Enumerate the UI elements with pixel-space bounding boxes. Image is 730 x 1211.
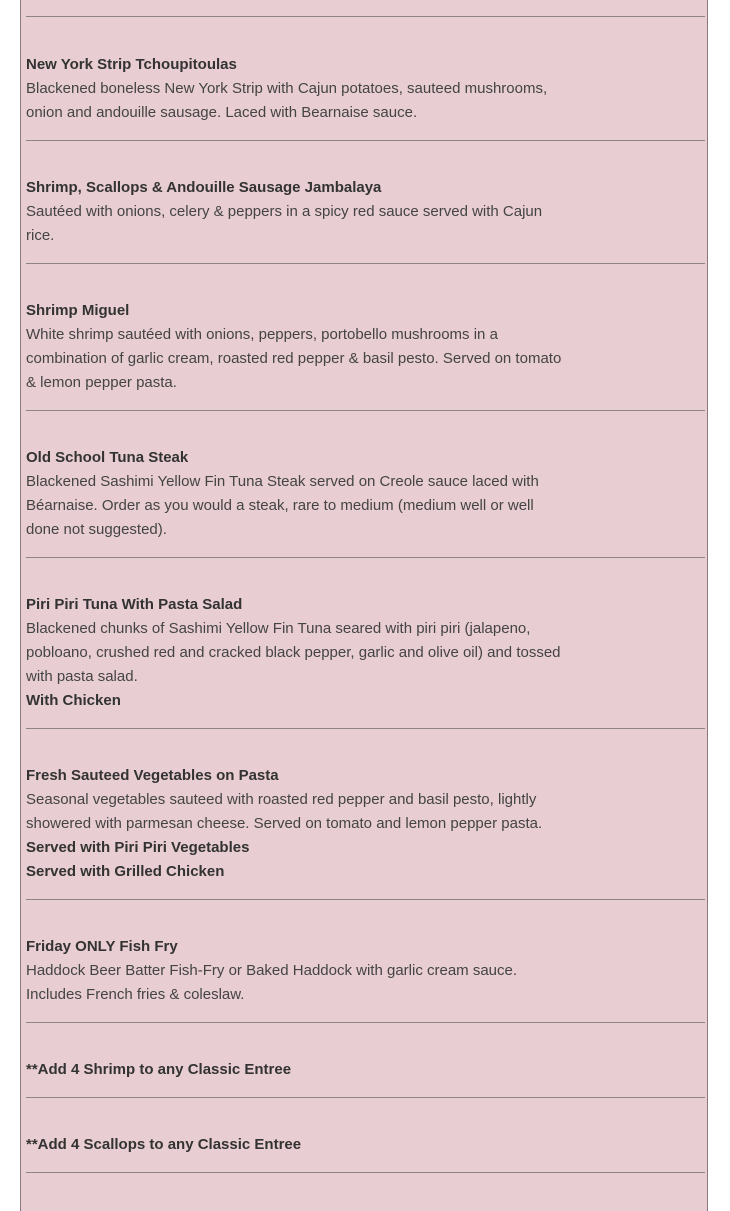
menu-item-title: Piri Piri Tuna With Pasta Salad xyxy=(26,596,243,613)
addon-text: **Add 4 Shrimp to any Classic Entree xyxy=(26,1061,292,1078)
menu-item-description: Sautéed with onions, celery & peppers in a spicy red sauce served with Cajun rice. xyxy=(26,203,543,244)
divider xyxy=(26,728,705,729)
menu-item-option: Served with Grilled Chicken xyxy=(26,863,225,880)
menu-item xyxy=(26,935,571,1007)
menu-addon xyxy=(26,1133,571,1157)
menu-item-option: Served with Piri Piri Vegetables xyxy=(26,839,250,856)
divider xyxy=(26,263,705,264)
menu-item xyxy=(26,53,571,125)
menu-item-description: White shrimp sautéed with onions, peppers, portobello mushrooms in a combination of garlic cream, roasted red pepper & basil pesto. Served on tomato & lemon pepper pasta. xyxy=(26,326,562,391)
divider xyxy=(26,410,705,411)
divider xyxy=(26,1022,705,1023)
menu-item xyxy=(26,764,571,884)
divider xyxy=(26,16,705,17)
menu-panel xyxy=(20,0,708,1211)
menu-item-description: Seasonal vegetables sauteed with roasted red pepper and basil pesto, lightly showered with parmesan cheese. Served on tomato and lemon pepper pasta. xyxy=(26,791,543,832)
menu-item-description: Blackened boneless New York Strip with Cajun potatoes, sauteed mushrooms, onion and andouille sausage. Laced with Bearnaise sauce. xyxy=(26,80,548,121)
menu-addon xyxy=(26,1058,571,1082)
menu-item-title: Shrimp Miguel xyxy=(26,302,130,319)
menu-item-description: Blackened Sashimi Yellow Fin Tuna Steak served on Creole sauce laced with Béarnaise. Order as you would a steak, rare to medium (medium well or well done not suggested). xyxy=(26,473,539,538)
menu-item xyxy=(26,593,571,713)
divider xyxy=(26,140,705,141)
divider xyxy=(26,557,705,558)
menu-item xyxy=(26,176,571,248)
divider xyxy=(26,1172,705,1173)
menu-item-description: Blackened chunks of Sashimi Yellow Fin Tuna seared with piri piri (jalapeno, pobloano, crushed red and cracked black pepper, garlic and olive oil) and tossed with pasta salad. xyxy=(26,620,561,685)
menu-item-title: Friday ONLY Fish Fry xyxy=(26,938,178,955)
menu-item-option: With Chicken xyxy=(26,692,121,709)
menu-item-description: Haddock Beer Batter Fish-Fry or Baked Haddock with garlic cream sauce. Includes French fries & coleslaw. xyxy=(26,962,518,1003)
divider xyxy=(26,899,705,900)
menu-item xyxy=(26,299,571,395)
menu-item-title: New York Strip Tchoupitoulas xyxy=(26,56,237,73)
menu-item-title: Shrimp, Scallops & Andouille Sausage Jambalaya xyxy=(26,179,382,196)
menu-item-title: Old School Tuna Steak xyxy=(26,449,189,466)
menu-item xyxy=(26,446,571,542)
addon-text: **Add 4 Scallops to any Classic Entree xyxy=(26,1136,302,1153)
divider xyxy=(26,1097,705,1098)
menu-item-title: Fresh Sauteed Vegetables on Pasta xyxy=(26,767,279,784)
